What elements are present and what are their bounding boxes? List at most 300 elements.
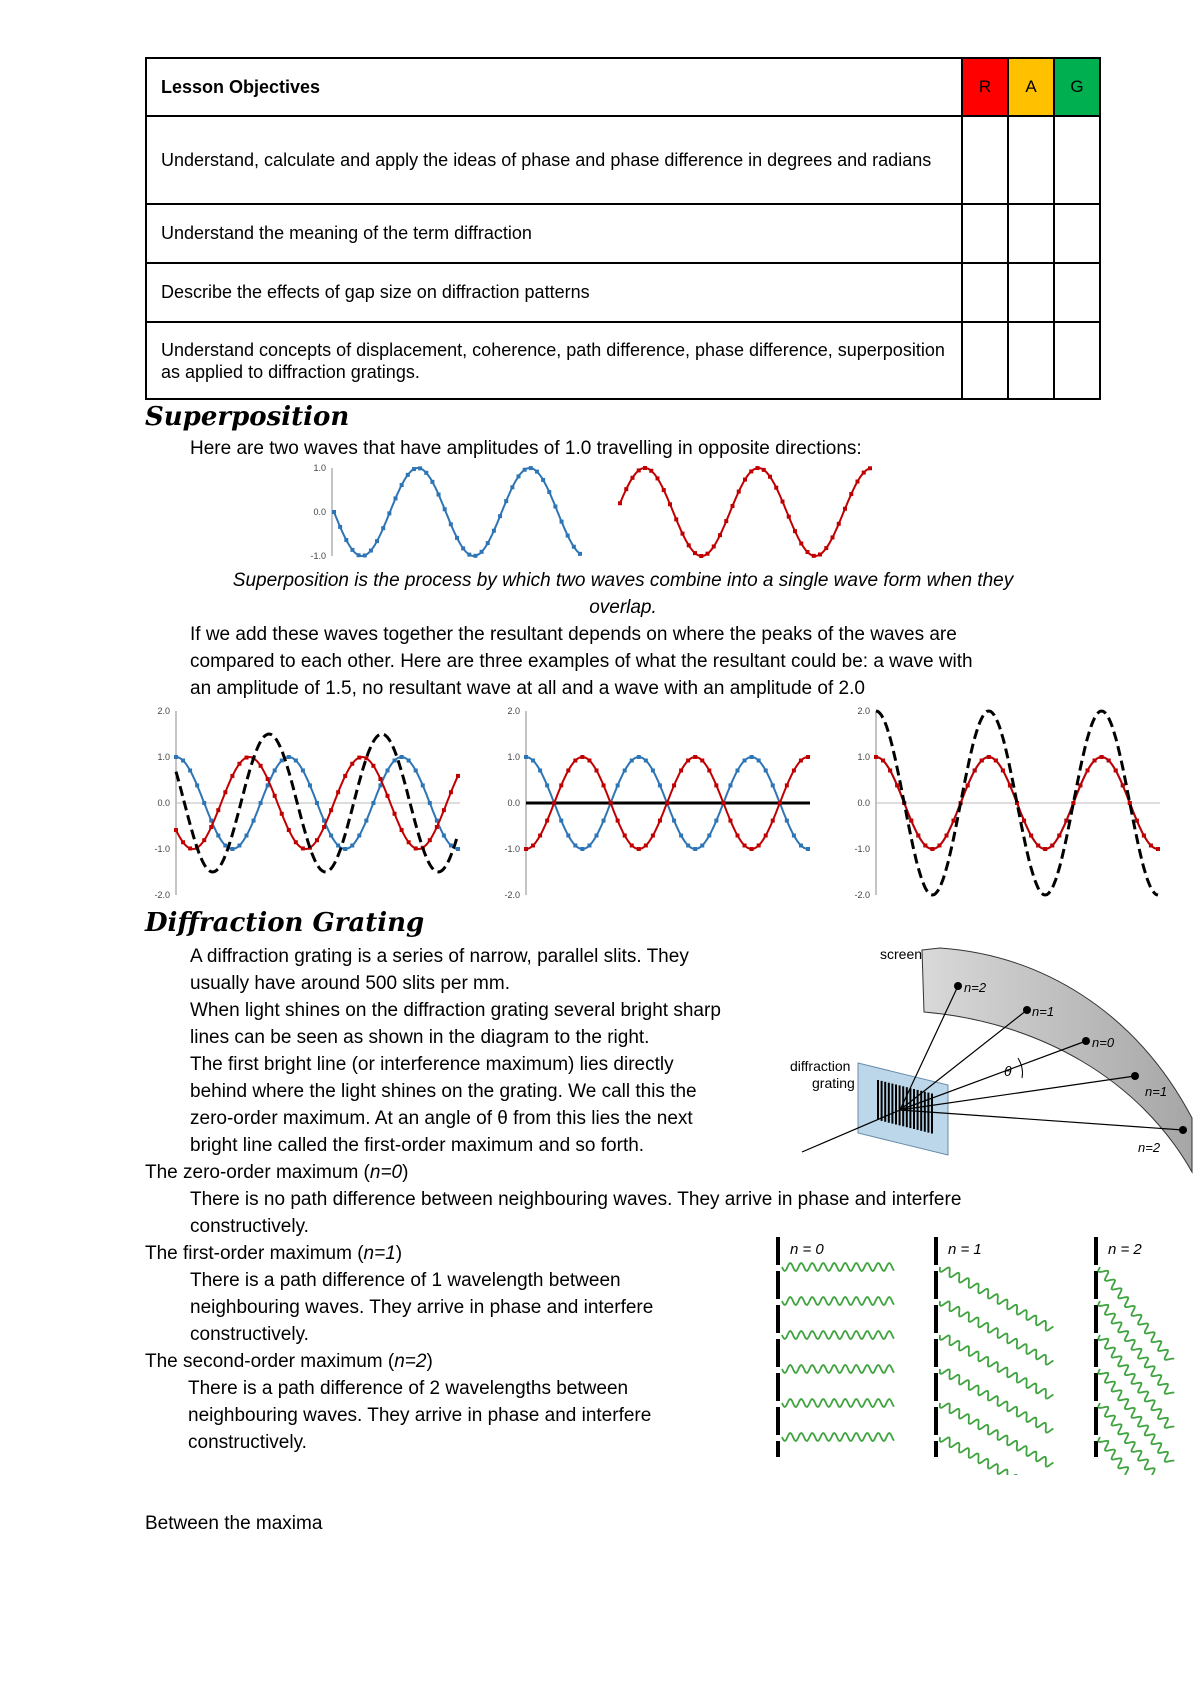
wave-1-line-marker (473, 554, 477, 558)
superposition-definition-line1: Superposition is the process by which two waves combine into a single wave form when they (232, 570, 1014, 591)
wave-2-line-marker (442, 808, 446, 812)
wave-1-line-marker (736, 768, 740, 772)
superposition-heading: Superposition (145, 402, 350, 432)
wave-2-line-marker (693, 755, 697, 759)
rag-checkbox[interactable] (1008, 263, 1054, 322)
wave-1-line-marker (560, 520, 564, 524)
wave-2-line-marker (573, 759, 577, 763)
grating-text-line: A diffraction grating is a series of narrow, parallel slits. They (190, 946, 689, 967)
wave-2-line-marker (1008, 783, 1012, 787)
wave-1-line-marker (386, 768, 390, 772)
order-label: n=2 (1138, 1140, 1161, 1155)
wave-2-line-marker (1022, 819, 1026, 823)
wave-1-line-marker (455, 536, 459, 540)
rag-amber-header: A (1008, 58, 1054, 116)
wave-2-line-marker (266, 777, 270, 781)
wave-2-line-marker (693, 551, 697, 555)
wave-2-line-marker (768, 475, 772, 479)
lesson-objectives-table (145, 57, 1101, 400)
first-order-text-line1: There is a path difference of 1 wavelength between (190, 1270, 621, 1291)
second-order-text-line1: There is a path difference of 2 wavelengths between (188, 1378, 629, 1399)
wave-1-line-marker (679, 834, 683, 838)
wavefront-wave (782, 1331, 894, 1339)
rag-checkbox[interactable] (962, 116, 1008, 204)
wave-2-line-marker (301, 846, 305, 850)
wave-1-line-marker (545, 783, 549, 787)
wave-1-line-marker (202, 801, 206, 805)
wave-2-line-marker (724, 519, 728, 523)
wave-2-line-marker (1093, 759, 1097, 763)
rag-checkbox[interactable] (1008, 322, 1054, 399)
wave-1-line-marker (338, 525, 342, 529)
wave-1-line-marker (223, 843, 227, 847)
grating-text-line: zero-order maximum. At an angle of θ from this lies the next (190, 1108, 693, 1129)
wave-2-line-marker (524, 847, 528, 851)
wave-1-line-marker (375, 539, 379, 543)
y-tick-label: 0.0 (157, 798, 170, 808)
wave-1-line-marker (387, 511, 391, 515)
wave-1-line-marker (332, 510, 336, 514)
wave-1-line-marker (308, 783, 312, 787)
second-order-text-line3: constructively. (188, 1432, 307, 1453)
grating-text-line: behind where the light shines on the grating. We call this the (190, 1081, 697, 1102)
wave-2-line-marker (812, 554, 816, 558)
wave-1-line-marker (424, 471, 428, 475)
wave-2-line-marker (721, 801, 725, 805)
wave-2-line-marker (637, 468, 641, 472)
y-tick-label: -1.0 (154, 844, 170, 854)
wave-1-line-marker (371, 801, 375, 805)
wave-2-line-marker (699, 554, 703, 558)
wave-1-line-marker (806, 847, 810, 851)
wave-2-line-marker (378, 777, 382, 781)
y-tick-label: -1.0 (854, 844, 870, 854)
y-tick-label: -2.0 (854, 890, 870, 900)
wave-1-line-marker (350, 548, 354, 552)
wave-2-line-marker (756, 466, 760, 470)
wave-2-line-marker (656, 476, 660, 480)
wavefront-wave (940, 1267, 1054, 1331)
wave-1-line-marker (573, 843, 577, 847)
wave-2-line-marker (552, 801, 556, 805)
wave-1-line-marker (486, 541, 490, 545)
resultant-1-5-plot (154, 706, 460, 900)
rag-checkbox[interactable] (1008, 116, 1054, 204)
wave-2-line-marker (1036, 843, 1040, 847)
wave-1-line-marker (216, 834, 220, 838)
wave-1-line-marker (700, 843, 704, 847)
wavefront-wave (782, 1399, 894, 1407)
two-waves-plot (310, 463, 872, 561)
wave-2-line-marker (1121, 783, 1125, 787)
wave-2-line-marker (1078, 783, 1082, 787)
rag-checkbox[interactable] (1008, 204, 1054, 263)
y-tick-label: 0.0 (857, 798, 870, 808)
rag-green-header: G (1054, 58, 1100, 116)
wave-2-line-marker (624, 487, 628, 491)
wave-1-line-marker (566, 834, 570, 838)
wave-2-line-marker (937, 843, 941, 847)
wave-1-line-marker (510, 485, 514, 489)
wave-1-line-marker (363, 553, 367, 557)
wave-2-line-marker (994, 759, 998, 763)
wave-2-line-marker (287, 828, 291, 832)
wave-2-line-marker (644, 843, 648, 847)
wave-1-line-marker (580, 847, 584, 851)
wave-2-line-marker (909, 819, 913, 823)
wave-1-line-marker (535, 470, 539, 474)
first-order-text-line2: neighbouring waves. They arrive in phase and interfere (190, 1297, 654, 1318)
wave-2-line-marker (181, 840, 185, 844)
wave-2-line-marker (531, 843, 535, 847)
wave-2-line-marker (202, 838, 206, 842)
between-maxima-text: Between the maxima (145, 1513, 323, 1534)
rag-checkbox[interactable] (962, 204, 1008, 263)
wave-1-line-marker (280, 759, 284, 763)
y-tick-label: 1.0 (313, 463, 326, 473)
wave-1-line-marker (559, 819, 563, 823)
wave-2-line-marker (679, 768, 683, 772)
wavefront-wave (940, 1301, 1054, 1365)
wave-1-line-marker (553, 504, 557, 508)
wave-1-line-marker (707, 834, 711, 838)
wave-2-line-marker (686, 759, 690, 763)
wave-1-line-marker (315, 801, 319, 805)
wave-2-line-marker (315, 838, 319, 842)
wave-1-line-marker (498, 514, 502, 518)
zero-order-text-line1: There is no path difference between neighbouring waves. They arrive in phase and interfere (190, 1189, 962, 1210)
wave-2-line-marker (587, 759, 591, 763)
wave-2-line-marker (1156, 847, 1160, 851)
wave-1-line-marker (602, 819, 606, 823)
wave-1-line-marker (531, 759, 535, 763)
wave-2-line-marker (749, 469, 753, 473)
wave-2-line-marker (806, 755, 810, 759)
wave-1-line-marker (630, 759, 634, 763)
wave-1-line-marker (437, 493, 441, 497)
wave-1-line-marker (428, 801, 432, 805)
wave-1-line-marker (357, 834, 361, 838)
wave-1-line-marker (343, 847, 347, 851)
wavefront-wave (782, 1365, 894, 1373)
wave-2-line-marker (672, 783, 676, 787)
y-tick-label: 2.0 (507, 706, 520, 716)
superposition-paragraph-line2: compared to each other. Here are three examples of what the resultant could be: a wave with (190, 651, 973, 672)
wave-2-line-marker (987, 755, 991, 759)
wavefront-wave (940, 1403, 1054, 1467)
order-label: n=2 (964, 980, 987, 995)
wave-1-line-marker (273, 768, 277, 772)
wavefront-wave (940, 1369, 1054, 1433)
wavefront-wave (782, 1433, 894, 1441)
wave-2-line-marker (945, 834, 949, 838)
wave-1-line-marker (188, 768, 192, 772)
wave-1-line-marker (357, 553, 361, 557)
zero-order-text-line2: constructively. (190, 1216, 309, 1237)
wave-2-line-marker (743, 478, 747, 482)
rag-checkbox[interactable] (1054, 204, 1100, 263)
superposition-definition-line2: overlap. (589, 597, 657, 618)
wave-2-line-marker (849, 492, 853, 496)
wave-1-line-marker (230, 847, 234, 851)
wave-1-line-marker (456, 847, 460, 851)
wave-2-line-marker (862, 471, 866, 475)
wave-2-line-marker (545, 819, 549, 823)
wave-1-line-marker (412, 467, 416, 471)
wave-1-line-marker (524, 755, 528, 759)
grating-text-line: lines can be seen as shown in the diagram to the right. (190, 1027, 650, 1048)
superposition-intro: Here are two waves that have amplitudes of 1.0 travelling in opposite directions: (190, 438, 862, 459)
wave-2-line-marker (856, 480, 860, 484)
wave-2-line-marker (357, 756, 361, 760)
wave-2-line-marker (174, 828, 178, 832)
n1-wave-diagram (936, 1237, 1053, 1475)
wave-2-line-marker (799, 541, 803, 545)
n0-wave-diagram (778, 1237, 894, 1457)
wave-2-line-marker (824, 546, 828, 550)
wave-2-line-marker (764, 834, 768, 838)
wave-1-line-marker (538, 768, 542, 772)
wave-2-line-marker (631, 476, 635, 480)
wave-1-line-marker (672, 819, 676, 823)
wave-1-line-marker (504, 499, 508, 503)
wave-1-line-marker (480, 550, 484, 554)
wave-2-line-marker (707, 768, 711, 772)
rag-checkbox[interactable] (1054, 116, 1100, 204)
wave-1-line-marker (400, 755, 404, 759)
wave-1-line-marker (644, 759, 648, 763)
wave-2-line-marker (785, 783, 789, 787)
wave-2-line-marker (456, 774, 460, 778)
wave-2-line-marker (1149, 843, 1153, 847)
wave-1-line-marker (517, 474, 521, 478)
y-tick-label: -2.0 (504, 890, 520, 900)
wave-2-line-marker (371, 764, 375, 768)
wave-2-line-marker (643, 466, 647, 470)
resultant-2-0-chart (840, 705, 1170, 905)
resultant-1-5-chart (140, 705, 470, 905)
wave-2-line-marker (1057, 834, 1061, 838)
wave-1-line-marker (799, 843, 803, 847)
wave-1-line-marker (350, 843, 354, 847)
wave-1-line-marker (658, 783, 662, 787)
y-tick-label: 2.0 (157, 706, 170, 716)
wave-2-line-marker (1107, 759, 1111, 763)
wave-2-line-marker (649, 469, 653, 473)
grating-text-line: The first bright line (or interference maximum) lies directly (190, 1054, 674, 1075)
objective-row: Describe the effects of gap size on diffraction patterns (146, 263, 962, 322)
wave-2-line-marker (230, 774, 234, 778)
wave-1-line-marker (714, 819, 718, 823)
wave-1-line-marker (637, 755, 641, 759)
two-waves-chart (290, 462, 890, 562)
wave-2-line-marker (923, 843, 927, 847)
wave-1-line-marker (686, 843, 690, 847)
wave-1-line-marker (245, 834, 249, 838)
wave-1-line-marker (523, 468, 527, 472)
wave-1-line-marker (344, 538, 348, 542)
wave-2-line-marker (435, 825, 439, 829)
grating-label-line1: diffraction (790, 1058, 851, 1074)
wave-2-line-marker (343, 774, 347, 778)
wave-2-line-marker (414, 846, 418, 850)
y-tick-label: 1.0 (157, 752, 170, 762)
wave-2-line-marker (916, 834, 920, 838)
wave-1-line-marker (400, 483, 404, 487)
wave-1-line-marker (301, 768, 305, 772)
wave-2-line-marker (1029, 834, 1033, 838)
wave-1-line-marker (442, 834, 446, 838)
y-tick-label: -1.0 (310, 551, 326, 561)
wave-1-line-marker (443, 507, 447, 511)
wave-2-line-marker (386, 794, 390, 798)
wave-2-line-marker (609, 801, 613, 805)
wave-2-line-marker (762, 468, 766, 472)
wave-2-line-marker (843, 507, 847, 511)
n0-label: n = 0 (790, 1241, 824, 1258)
wave-2-line-marker (930, 847, 934, 851)
wave-2-line-marker (818, 552, 822, 556)
wave-1-line-marker (237, 843, 241, 847)
n2-label: n = 2 (1108, 1241, 1142, 1258)
wave-2-line-marker (280, 812, 284, 816)
wave-2-line-marker (1114, 768, 1118, 772)
wave-1-line-marker (449, 843, 453, 847)
wave-2-line-marker (952, 819, 956, 823)
y-tick-label: 1.0 (857, 752, 870, 762)
wave-2-line-marker (651, 834, 655, 838)
wave-1-line-marker (329, 834, 333, 838)
wave-2-line-marker (806, 550, 810, 554)
wave-1-line-marker (336, 843, 340, 847)
wave-2-line-marker (973, 768, 977, 772)
wave-2-line-marker (637, 847, 641, 851)
wave-2-line-marker (895, 783, 899, 787)
wave-2-line-marker (881, 759, 885, 763)
no-resultant-plot (504, 706, 810, 900)
wave-2-line-marker (674, 517, 678, 521)
superposition-paragraph-line3: an amplitude of 1.5, no resultant wave at all and a wave with an amplitude of 2.0 (190, 678, 865, 699)
path-difference-wave-diagrams (770, 1235, 1200, 1475)
wave-1-line-marker (467, 553, 471, 557)
wave-2-line-marker (736, 834, 740, 838)
second-order-text-line2: neighbouring waves. They arrive in phase and interfere (188, 1405, 652, 1426)
wave-2-line-marker (681, 532, 685, 536)
wave-1-line-marker (407, 759, 411, 763)
wave-2-line-marker (728, 819, 732, 823)
grating-text-line: usually have around 500 slits per mm. (190, 973, 510, 994)
screen-label: screen (880, 946, 923, 962)
wave-2-line-marker (216, 808, 220, 812)
y-tick-label: 0.0 (507, 798, 520, 808)
wave-2-line-marker (1071, 801, 1075, 805)
rag-checkbox[interactable] (1054, 322, 1100, 399)
wave-1-line-marker (430, 480, 434, 484)
wave-1-line-marker (595, 834, 599, 838)
wave-2-line-marker (966, 783, 970, 787)
wave-1-line-marker (578, 552, 582, 556)
y-tick-label: -2.0 (154, 890, 170, 900)
theta-label: θ (1004, 1063, 1012, 1079)
resultant-2-0-plot (854, 706, 1160, 900)
wave-2-line-marker (658, 819, 662, 823)
wave-2-line-marker (792, 768, 796, 772)
wave-1-line-marker (418, 466, 422, 470)
objective-row: Understand concepts of displacement, coherence, path difference, phase difference, superposition as applied to diffraction gratings. (146, 322, 962, 399)
wave-1-line-marker (728, 783, 732, 787)
wave-1-line-marker (529, 466, 533, 470)
wave-2-line-marker (1043, 847, 1047, 851)
order-label: n=1 (1032, 1004, 1055, 1019)
screen-shape (922, 948, 1192, 1172)
wave-2-line-marker (687, 543, 691, 547)
wave-2-line-marker (662, 488, 666, 492)
wave-1-line-marker (195, 783, 199, 787)
wave-2-line-marker (400, 828, 404, 832)
y-tick-label: 2.0 (857, 706, 870, 716)
wave-1-line-marker (287, 755, 291, 759)
grating-text-line: bright line called the first-order maximum and so forth. (190, 1135, 645, 1156)
wave-2-line-marker (1128, 801, 1132, 805)
wave-2-line-marker (449, 790, 453, 794)
grating-text-line: When light shines on the diffraction grating several bright sharp (190, 1000, 721, 1021)
wave-2-line-marker (630, 843, 634, 847)
wave-1-line-marker (693, 847, 697, 851)
wave-2-line-marker (259, 764, 263, 768)
wave-2-line-marker (538, 834, 542, 838)
n1-label: n = 1 (948, 1241, 982, 1258)
wave-2-line-marker (407, 840, 411, 844)
wave-2-line-marker (1100, 755, 1104, 759)
rag-checkbox[interactable] (1054, 263, 1100, 322)
diffraction-grating-diagram (790, 940, 1195, 1180)
wave-2-line-marker (1086, 768, 1090, 772)
rag-checkbox[interactable] (962, 263, 1008, 322)
wave-1-line-marker (623, 768, 627, 772)
wave-1-line-marker (743, 759, 747, 763)
wave-2-line-marker (350, 762, 354, 766)
wave-2-line-marker (336, 790, 340, 794)
wave-2-line-marker (616, 819, 620, 823)
first-order-text-line3: constructively. (190, 1324, 309, 1345)
wave-2-line-marker (618, 501, 622, 505)
rag-checkbox[interactable] (962, 322, 1008, 399)
wave-2-line-marker (273, 794, 277, 798)
wave-1-line-marker (616, 783, 620, 787)
wave-1-line-marker (764, 768, 768, 772)
wavefront-wave (782, 1297, 894, 1305)
wave-2-line-marker (874, 755, 878, 759)
y-tick-label: -1.0 (504, 844, 520, 854)
objective-row: Understand, calculate and apply the ideas of phase and phase difference in degrees and radians (146, 116, 962, 204)
y-tick-label: 0.0 (313, 507, 326, 517)
wave-1-line-marker (449, 522, 453, 526)
wave-2-line-marker (329, 808, 333, 812)
wave-1-line-marker (252, 819, 256, 823)
wave-2-line-marker (781, 500, 785, 504)
wave-2-line-marker (1142, 834, 1146, 838)
zero-order-title: The zero-order maximum (n=0) (145, 1162, 409, 1183)
wave-2-line-marker (668, 502, 672, 506)
wave-2-line-marker (322, 825, 326, 829)
wave-2-line-marker (294, 840, 298, 844)
superposition-paragraph-line1: If we add these waves together the resultant depends on where the peaks of the waves are (190, 624, 957, 645)
wave-2-line-marker (888, 768, 892, 772)
wave-2-line-marker (980, 759, 984, 763)
wave-1-line-marker (181, 759, 185, 763)
wave-2-line-marker (868, 466, 872, 470)
wave-1-line-marker (750, 755, 754, 759)
